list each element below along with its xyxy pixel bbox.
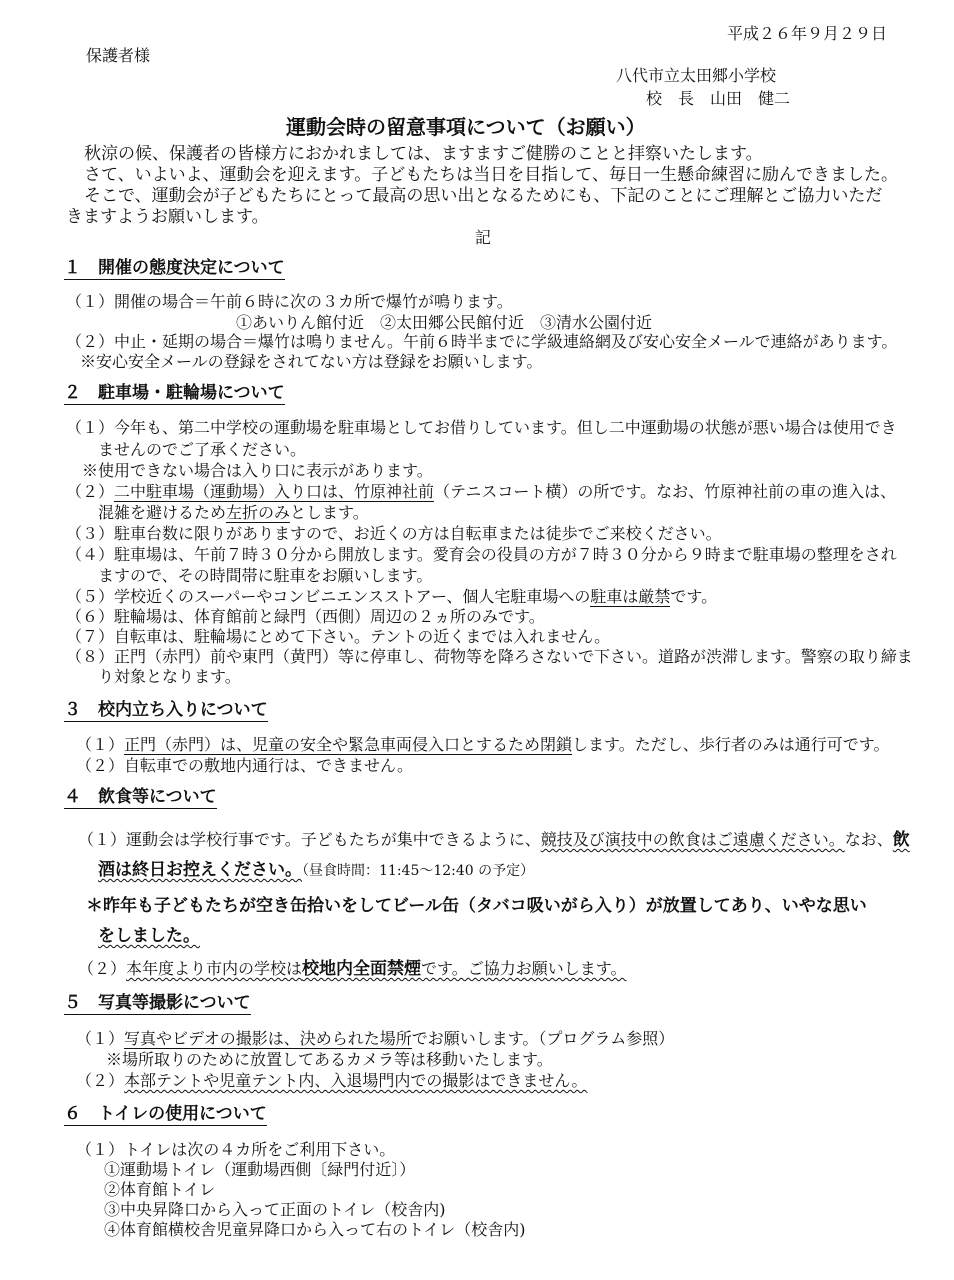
s4-line: 酒は終日お控えください。（昼食時間：11:45～12:40 の予定） [98, 860, 535, 880]
section-heading-4: ４ 飲食等について [64, 787, 217, 807]
s5-line: （１）写真やビデオの撮影は、決められた場所でお願いします。（プログラム参照） [76, 1029, 675, 1048]
s2-line: ますので、その時間帯に駐車をお願いします。 [98, 566, 433, 585]
s4-line: （１）運動会は学校行事です。子どもたちが集中できるように、競技及び演技中の飲食はご遠慮ください。なお、飲 [78, 830, 910, 850]
section-heading-5: ５ 写真等撮影について [64, 993, 251, 1013]
s2-line: 混雑を避けるため左折のみとします。 [98, 503, 369, 522]
s2-line: （６）駐輪場は、体育館前と緑門（西側）周辺の２ヵ所のみです。 [66, 607, 545, 626]
s1-note: ※安心安全メールの登録をされてない方は登録をお願いします。 [80, 352, 543, 371]
intro-line: 秋涼の候、保護者の皆様方におかれましては、ますますご健勝のことと拝察いたします。 [84, 144, 763, 164]
s6-line: （１）トイレは次の４カ所をご利用下さい。 [76, 1140, 396, 1159]
s1-locations: ①あいりん館付近 ②太田郷公民館付近 ③清水公園付近 [236, 313, 653, 332]
ki-mark: 記 [475, 228, 492, 247]
document-title: 運動会時の留意事項について（お願い） [286, 115, 646, 139]
section-heading-2: ２ 駐車場・駐輪場について [64, 383, 285, 403]
intro-line: きますようお願いします。 [66, 207, 269, 227]
s5-line: （２）本部テントや児童テント内、入退場門内での撮影はできません。 [76, 1071, 588, 1090]
s2-line: （７）自転車は、駐輪場にとめて下さい。テントの近くまでは入れません。 [66, 627, 611, 646]
s2-line: り対象となります。 [98, 667, 241, 686]
s1-line: （１）開催の場合＝午前６時に次の３カ所で爆竹が鳴ります。 [66, 292, 513, 311]
s1-line: （２）中止・延期の場合＝爆竹は鳴りません。午前６時半までに学級連絡網及び安心安全メールで連絡があります。 [66, 332, 898, 351]
s2-note: ※使用できない場合は入り口に表示があります。 [82, 461, 433, 480]
s2-line: ませんのでご了承ください。 [98, 440, 307, 459]
s4-line: （２）本年度より市内の学校は校地内全面禁煙です。ご協力お願いします。 [78, 959, 627, 979]
s3-line: （１）正門（赤門）は、児童の安全や緊急車両侵入口とするため閉鎖します。ただし、歩行者のみは通行可です。 [76, 735, 890, 754]
principal-name: 校 長 山田 健二 [646, 89, 791, 108]
document-date: 平成２６年９月２９日 [727, 24, 888, 43]
s5-note: ※場所取りのために放置してあるカメラ等は移動いたします。 [106, 1050, 553, 1069]
section-heading-1: １ 開催の態度決定について [64, 258, 285, 278]
s2-line: （３）駐車台数に限りがありますので、お近くの方は自転車または徒歩でご来校ください。 [66, 524, 722, 543]
section-heading-6: ６ トイレの使用について [64, 1104, 267, 1124]
s6-item: ①運動場トイレ（運動場西側〔緑門付近〕） [104, 1160, 416, 1179]
s2-line: （４）駐車場は、午前７時３０分から開放します。愛育会の役員の方が７時３０分から９時まで駐車場の整理をされ [66, 545, 897, 564]
s3-line: （２）自転車での敷地内通行は、できません。 [76, 756, 413, 775]
recipient: 保護者様 [86, 46, 151, 65]
s6-item: ③中央昇降口から入って正面のトイレ（校舎内) [104, 1200, 446, 1219]
s4-note: をしました。 [98, 926, 200, 946]
s2-line: （５）学校近くのスーパーやコンビニエンスストアー、個人宅駐車場への駐車は厳禁です。 [66, 587, 718, 606]
s4-note: ＊昨年も子どもたちが空き缶拾いをしてビール缶（タバコ吸いがら入り）が放置してあり、いやな思い [86, 896, 867, 916]
intro-line: そこで、運動会が子どもたちにとって最高の思い出となるためにも、下記のことにご理解とご協力いただ [84, 186, 883, 206]
s6-item: ②体育館トイレ [104, 1180, 216, 1199]
school-name: 八代市立太田郷小学校 [616, 66, 777, 85]
s2-line: （１）今年も、第二中学校の運動場を駐車場としてお借りしています。但し二中運動場の状態が悪い場合は使用でき [66, 418, 897, 437]
section-heading-3: ３ 校内立ち入りについて [64, 700, 268, 720]
s2-line: （２）二中駐車場（運動場）入り口は、竹原神社前（テニスコート横）の所です。なお、竹原神社前の車の進入は、 [66, 482, 897, 501]
s2-line: （８）正門（赤門）前や東門（黄門）等に停車し、荷物等を降ろさないで下さい。道路が渋滞します。警察の取り締ま [66, 647, 913, 666]
intro-line: さて、いよいよ、運動会を迎えます。子どもたちは当日を目指して、毎日一生懸命練習に励んできました。 [84, 165, 898, 185]
s6-item: ④体育館横校舎児童昇降口から入って右のトイレ（校舎内) [104, 1220, 526, 1239]
